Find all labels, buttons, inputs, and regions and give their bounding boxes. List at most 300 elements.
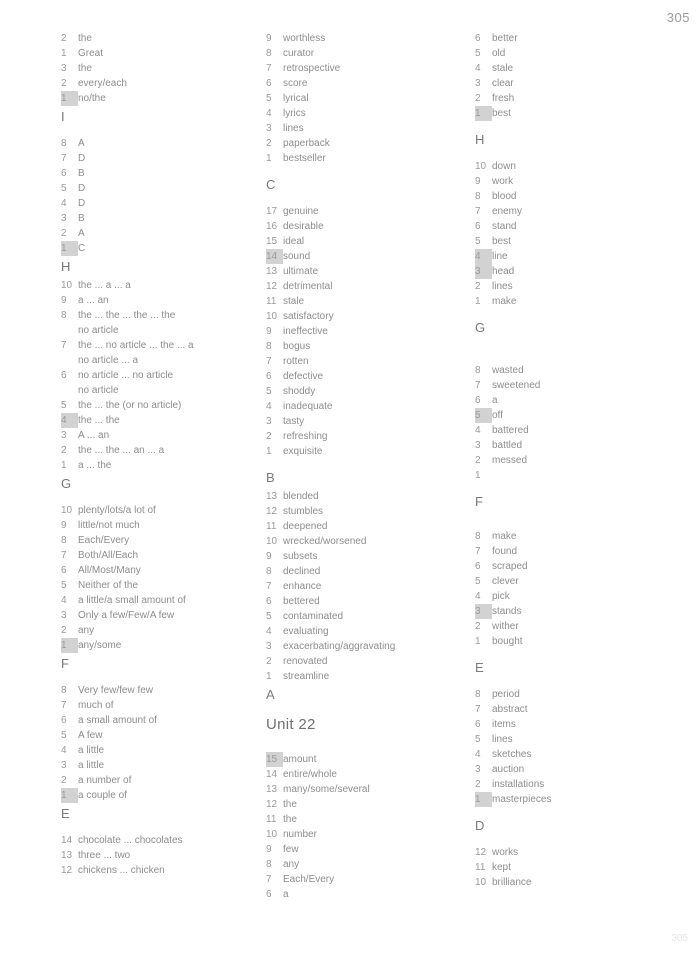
question-number: 6 — [475, 221, 481, 232]
answer-text: Neither of the — [78, 580, 139, 591]
question-number: 6 — [61, 370, 67, 381]
question-number: 7 — [475, 206, 481, 217]
question-number: 1 — [475, 792, 492, 807]
answer-row — [61, 563, 251, 578]
answer-text: items — [492, 719, 516, 730]
answer-text: a little — [78, 745, 105, 756]
answer-row — [475, 453, 675, 468]
question-number: 5 — [266, 93, 272, 104]
answer-text: Only a few/Few/A few — [78, 610, 175, 621]
question-number: 15 — [266, 236, 278, 247]
question-number: 11 — [266, 814, 277, 825]
answer-row — [61, 166, 251, 181]
answer-text: paperback — [283, 138, 330, 149]
spacer — [475, 347, 675, 355]
question-number: 8 — [61, 535, 67, 546]
spacer — [475, 151, 675, 159]
answer-text: stale — [283, 296, 305, 307]
answer-row — [475, 468, 675, 483]
answer-row — [475, 219, 675, 234]
answer-row — [266, 797, 466, 812]
answer-row — [475, 61, 675, 76]
answer-text: lines — [492, 281, 513, 292]
answer-row — [61, 623, 251, 638]
answer-row — [475, 529, 675, 544]
question-number: 6 — [61, 715, 67, 726]
answer-row — [61, 368, 251, 383]
answer-row — [266, 399, 466, 414]
question-number: 4 — [61, 745, 67, 756]
question-number: 6 — [61, 565, 67, 576]
answer-row — [61, 593, 251, 608]
answer-text: stale — [492, 63, 514, 74]
answer-row — [475, 717, 675, 732]
answer-row — [61, 713, 251, 728]
answer-text: amount — [283, 754, 317, 765]
answer-row — [475, 234, 675, 249]
question-number: 3 — [61, 760, 67, 771]
section-heading: E — [475, 660, 484, 675]
answer-text: best — [492, 236, 511, 247]
question-number: 4 — [475, 749, 481, 760]
answer-row — [61, 848, 251, 863]
answer-row — [475, 777, 675, 792]
question-number: 6 — [266, 889, 272, 900]
answer-row — [266, 309, 466, 324]
answer-row — [475, 249, 675, 264]
answer-text: the — [78, 63, 92, 74]
question-number: 15 — [266, 752, 283, 767]
answer-row — [266, 136, 466, 151]
answer-text: bogus — [283, 341, 311, 352]
question-number: 6 — [266, 596, 272, 607]
section-heading: G — [475, 320, 486, 335]
question-number: 7 — [266, 356, 272, 367]
question-number: 1 — [266, 671, 272, 682]
section-heading: C — [266, 177, 276, 192]
answer-row — [61, 241, 251, 256]
question-number: 4 — [61, 198, 67, 209]
answer-row — [61, 428, 251, 443]
question-number: 1 — [61, 788, 78, 803]
answer-row — [61, 443, 251, 458]
answer-text: A ... an — [78, 430, 110, 441]
answer-row — [266, 782, 466, 797]
answer-text: make — [492, 296, 517, 307]
question-number: 2 — [61, 625, 67, 636]
answer-row — [266, 264, 466, 279]
answer-text: lyrics — [283, 108, 306, 119]
question-number: 2 — [266, 656, 272, 667]
section-heading: F — [61, 656, 69, 671]
question-number: 1 — [61, 241, 78, 256]
question-number: 2 — [475, 455, 481, 466]
answer-text: period — [492, 689, 520, 700]
question-number: 4 — [475, 591, 481, 602]
answer-row — [475, 875, 675, 890]
spacer — [266, 706, 466, 714]
answer-text: best — [492, 108, 511, 119]
answer-row — [61, 638, 251, 653]
question-number: 4 — [61, 413, 78, 428]
spacer — [61, 825, 251, 833]
answer-row — [266, 624, 466, 639]
answer-row — [61, 578, 251, 593]
answer-text: satisfactory — [283, 311, 334, 322]
question-number: 11 — [266, 521, 277, 532]
answer-text: deepened — [283, 521, 328, 532]
answer-text: tasty — [283, 416, 305, 427]
answer-text: blended — [283, 491, 319, 502]
question-number: 3 — [61, 213, 67, 224]
answer-row — [266, 354, 466, 369]
question-number: 12 — [61, 865, 73, 876]
question-number: 2 — [61, 228, 67, 239]
question-number: 1 — [475, 296, 481, 307]
answer-row — [475, 174, 675, 189]
answer-row — [266, 534, 466, 549]
answer-text: ineffective — [283, 326, 328, 337]
question-number: 9 — [266, 33, 272, 44]
answer-row — [266, 46, 466, 61]
question-number: 5 — [61, 183, 67, 194]
answer-text: inadequate — [283, 401, 333, 412]
answer-text: defective — [283, 371, 324, 382]
answer-row — [266, 31, 466, 46]
answer-text: lines — [283, 123, 304, 134]
question-number: 7 — [266, 581, 272, 592]
answer-text: B — [78, 168, 85, 179]
spacer — [475, 355, 675, 363]
answer-text: wasted — [492, 365, 524, 376]
question-number: 9 — [266, 551, 272, 562]
answer-row — [475, 408, 675, 423]
answer-row — [266, 594, 466, 609]
answer-text: make — [492, 531, 517, 542]
answer-row — [266, 564, 466, 579]
answer-row — [475, 845, 675, 860]
answer-row — [61, 863, 251, 878]
answer-row — [475, 860, 675, 875]
question-number: 6 — [475, 561, 481, 572]
answer-text: the ... the (or no article) — [78, 400, 182, 411]
answer-text: blood — [492, 191, 517, 202]
answer-row — [266, 519, 466, 534]
answer-row — [61, 608, 251, 623]
answer-text: genuine — [283, 206, 319, 217]
question-number: 7 — [61, 550, 67, 561]
question-number: 10 — [61, 280, 73, 291]
answer-text: no article — [78, 385, 119, 396]
answer-text: the — [78, 33, 92, 44]
question-number: 12 — [266, 799, 278, 810]
answer-text: head — [492, 266, 515, 277]
question-number: 3 — [266, 416, 272, 427]
answer-text: stumbles — [283, 506, 324, 517]
page-number: 305 — [666, 10, 690, 25]
answer-text: no article ... a — [78, 355, 139, 366]
answer-text: the ... the — [78, 415, 120, 426]
answer-row — [61, 353, 251, 368]
answer-text: auction — [492, 764, 525, 775]
question-number: 13 — [61, 850, 73, 861]
answer-row — [61, 76, 251, 91]
answer-row — [61, 151, 251, 166]
answer-row — [266, 872, 466, 887]
question-number: 6 — [266, 78, 272, 89]
spacer — [266, 166, 466, 174]
question-number: 14 — [266, 249, 283, 264]
answer-row — [475, 544, 675, 559]
question-number: 2 — [61, 445, 67, 456]
answer-text: old — [492, 48, 506, 59]
answer-text: enemy — [492, 206, 523, 217]
answer-row — [61, 698, 251, 713]
answer-text: no article ... no article — [78, 370, 174, 381]
question-number: 2 — [61, 33, 67, 44]
answer-text: B — [78, 213, 85, 224]
answer-text: number — [283, 829, 317, 840]
answer-row — [475, 792, 675, 807]
answer-text: desirable — [283, 221, 324, 232]
spacer — [266, 744, 466, 752]
question-number: 1 — [266, 153, 272, 164]
answer-row — [61, 383, 251, 398]
answer-text: bestseller — [283, 153, 326, 164]
question-number: 1 — [61, 91, 78, 106]
answer-text: refreshing — [283, 431, 328, 442]
answer-row — [475, 687, 675, 702]
answer-text: clever — [492, 576, 519, 587]
section-heading: F — [475, 494, 483, 509]
answer-text: much of — [78, 700, 114, 711]
question-number: 8 — [475, 531, 481, 542]
spacer — [475, 309, 675, 317]
answer-text: C — [78, 243, 86, 254]
spacer — [475, 837, 675, 845]
answer-row — [475, 204, 675, 219]
answer-row — [475, 619, 675, 634]
answer-row — [266, 106, 466, 121]
answer-text: exquisite — [283, 446, 323, 457]
question-number: 10 — [266, 536, 278, 547]
answer-row — [266, 827, 466, 842]
question-number: 10 — [475, 877, 487, 888]
unit-heading: Unit 22 — [266, 716, 316, 733]
answer-row — [475, 762, 675, 777]
spacer — [61, 495, 251, 503]
answer-row — [266, 752, 466, 767]
question-number: 2 — [61, 78, 67, 89]
question-number: 11 — [475, 862, 486, 873]
answer-row — [266, 91, 466, 106]
answer-row — [61, 308, 251, 323]
question-number: 4 — [266, 626, 272, 637]
answer-text: the ... the ... an ... a — [78, 445, 165, 456]
answer-row — [61, 728, 251, 743]
question-number: 4 — [475, 249, 492, 264]
question-number: 3 — [475, 78, 481, 89]
answer-text: ultimate — [283, 266, 319, 277]
spacer — [61, 128, 251, 136]
answer-row — [61, 338, 251, 353]
answer-row — [266, 339, 466, 354]
answer-text: down — [492, 161, 516, 172]
question-number: 8 — [266, 341, 272, 352]
question-number: 2 — [266, 138, 272, 149]
question-number: 16 — [266, 221, 278, 232]
answer-row — [61, 61, 251, 76]
section-heading: A — [266, 687, 275, 702]
question-number: 2 — [475, 93, 481, 104]
section-heading: G — [61, 476, 72, 491]
answer-row — [61, 136, 251, 151]
answer-row — [61, 31, 251, 46]
answer-text: stands — [492, 606, 522, 617]
question-number: 5 — [475, 734, 481, 745]
answer-row — [266, 294, 466, 309]
answer-text: evaluating — [283, 626, 329, 637]
answer-text: the ... no article ... the ... a — [78, 340, 194, 351]
spacer — [475, 121, 675, 129]
question-number: 5 — [266, 386, 272, 397]
question-number: 4 — [266, 108, 272, 119]
answer-text: works — [492, 847, 519, 858]
answer-row — [266, 61, 466, 76]
spacer — [475, 521, 675, 529]
question-number: 8 — [266, 566, 272, 577]
question-number: 8 — [266, 859, 272, 870]
answer-row — [266, 444, 466, 459]
answer-row — [266, 579, 466, 594]
question-number: 6 — [266, 371, 272, 382]
answer-text: A few — [78, 730, 103, 741]
answer-text: the ... a ... a — [78, 280, 131, 291]
question-number: 5 — [61, 400, 67, 411]
spacer — [475, 483, 675, 491]
answer-row — [61, 278, 251, 293]
answer-row — [266, 369, 466, 384]
question-number: 10 — [266, 829, 278, 840]
answer-text: renovated — [283, 656, 328, 667]
section-heading: B — [266, 470, 275, 485]
question-number: 4 — [475, 425, 481, 436]
answer-row — [475, 702, 675, 717]
answer-row — [475, 423, 675, 438]
answer-column-1 — [61, 31, 251, 878]
answer-text: Both/All/Each — [78, 550, 139, 561]
answer-text: D — [78, 153, 86, 164]
question-number: 17 — [266, 206, 278, 217]
answer-row — [475, 294, 675, 309]
answer-text: line — [492, 251, 508, 262]
question-number: 8 — [475, 191, 481, 202]
question-number: 7 — [266, 63, 272, 74]
answer-row — [266, 121, 466, 136]
question-number: 5 — [61, 580, 67, 591]
answer-text: enhance — [283, 581, 322, 592]
answer-row — [266, 204, 466, 219]
answer-text: sound — [283, 251, 311, 262]
answer-text: work — [492, 176, 514, 187]
question-number: 3 — [61, 430, 67, 441]
spacer — [475, 649, 675, 657]
answer-text: any — [283, 859, 300, 870]
question-number: 4 — [266, 401, 272, 412]
spacer — [475, 513, 675, 521]
answer-text: found — [492, 546, 518, 557]
question-number: 7 — [61, 700, 67, 711]
question-number: 6 — [475, 395, 481, 406]
answer-row — [475, 189, 675, 204]
answer-row — [475, 106, 675, 121]
answer-text: A — [78, 228, 85, 239]
answer-text: little/not much — [78, 520, 140, 531]
question-number: 12 — [266, 506, 278, 517]
answer-row — [266, 429, 466, 444]
answer-row — [475, 604, 675, 619]
question-number: 5 — [266, 611, 272, 622]
answer-row — [61, 743, 251, 758]
answer-text: the — [283, 799, 297, 810]
answer-row — [61, 211, 251, 226]
question-number: 8 — [475, 365, 481, 376]
section-heading: E — [61, 806, 70, 821]
answer-row — [61, 683, 251, 698]
question-number: 5 — [475, 408, 492, 423]
answer-text: fresh — [492, 93, 515, 104]
answer-row — [266, 489, 466, 504]
answer-row — [475, 46, 675, 61]
question-number: 6 — [475, 719, 481, 730]
answer-text: shoddy — [283, 386, 316, 397]
question-number: 13 — [266, 491, 278, 502]
answer-text: ideal — [283, 236, 305, 247]
answer-text: installations — [492, 779, 545, 790]
answer-row — [61, 548, 251, 563]
question-number: 7 — [266, 874, 272, 885]
spacer — [475, 339, 675, 347]
answer-text: chocolate ... chocolates — [78, 835, 183, 846]
question-number: 1 — [266, 446, 272, 457]
answer-text: Very few/few few — [78, 685, 154, 696]
answer-row — [61, 323, 251, 338]
answer-row — [266, 654, 466, 669]
answer-text: plenty/lots/a lot of — [78, 505, 156, 516]
section-heading: D — [475, 818, 485, 833]
answer-row — [266, 324, 466, 339]
answer-row — [475, 634, 675, 649]
answer-row — [475, 574, 675, 589]
section-heading: H — [475, 132, 485, 147]
answer-row — [266, 384, 466, 399]
answer-row — [61, 398, 251, 413]
question-number: 9 — [61, 295, 67, 306]
question-number: 5 — [475, 576, 481, 587]
spacer — [266, 196, 466, 204]
question-number: 3 — [266, 123, 272, 134]
answer-text: bettered — [283, 596, 320, 607]
answer-text: a — [492, 395, 498, 406]
answer-text: a little — [78, 760, 105, 771]
answer-row — [61, 833, 251, 848]
question-number: 3 — [475, 604, 492, 619]
question-number: 2 — [61, 775, 67, 786]
answer-text: battled — [492, 440, 523, 451]
question-number: 2 — [475, 281, 481, 292]
answer-text: no/the — [78, 93, 106, 104]
answer-row — [266, 669, 466, 684]
